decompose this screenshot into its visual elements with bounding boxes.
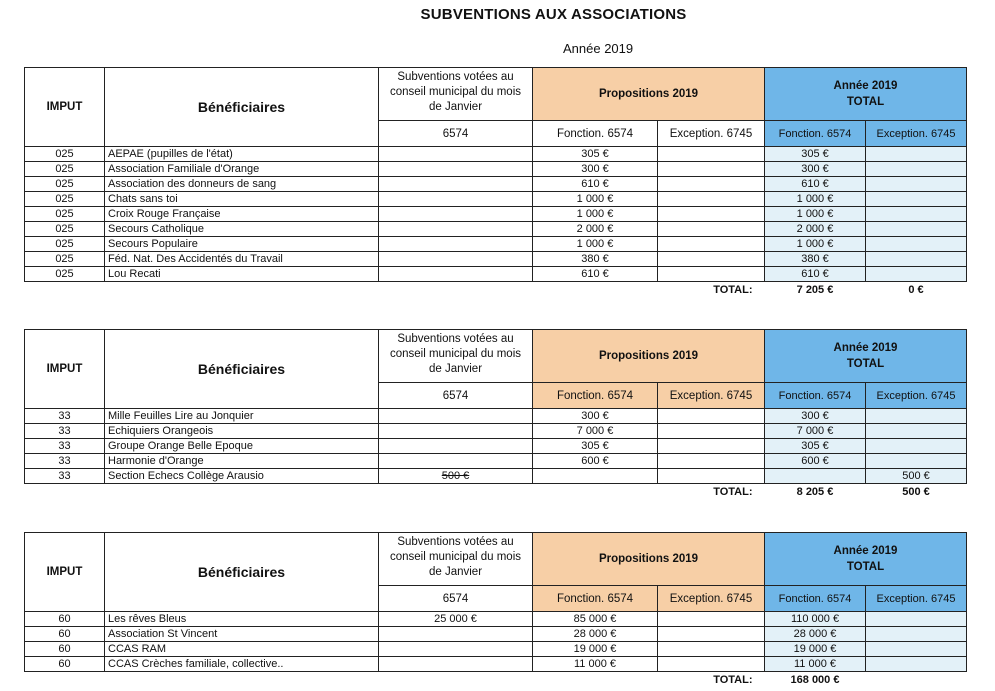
prop-fonction-header: Fonction. 6574 bbox=[533, 383, 658, 409]
annee-fonction-cell: 1 000 € bbox=[765, 207, 866, 222]
imput-cell: 025 bbox=[25, 267, 105, 282]
table-row bbox=[25, 177, 967, 192]
beneficiary-name: CCAS Crèches familiale, collective.. bbox=[105, 657, 379, 672]
imput-cell: 33 bbox=[25, 454, 105, 469]
annee-header-line2: TOTAL bbox=[846, 96, 885, 108]
prop-fonction-cell: 305 € bbox=[533, 439, 658, 454]
imput-cell: 025 bbox=[25, 147, 105, 162]
prop-exception-cell bbox=[658, 147, 765, 162]
table-row bbox=[25, 612, 967, 627]
annee-exception-cell bbox=[866, 612, 967, 627]
prop-exception-header: Exception. 6745 bbox=[658, 586, 765, 612]
imput-cell: 60 bbox=[25, 612, 105, 627]
prop-fonction-header: Fonction. 6574 bbox=[533, 586, 658, 612]
annee-fonction-cell: 7 000 € bbox=[765, 424, 866, 439]
total-spacer bbox=[25, 484, 533, 501]
subsidy-grid bbox=[24, 67, 967, 298]
imput-header: IMPUT bbox=[25, 330, 105, 409]
annee-fonction-cell: 300 € bbox=[765, 162, 866, 177]
prop-fonction-cell: 300 € bbox=[533, 162, 658, 177]
total-row bbox=[25, 484, 967, 501]
imput-cell: 33 bbox=[25, 439, 105, 454]
beneficiaires-header: Bénéficiaires bbox=[105, 68, 379, 147]
annee-total-header bbox=[765, 330, 967, 383]
prop-exception-cell bbox=[658, 627, 765, 642]
table-row bbox=[25, 642, 967, 657]
imput-cell: 025 bbox=[25, 192, 105, 207]
table-row bbox=[25, 237, 967, 252]
beneficiary-name: Section Echecs Collège Arausio bbox=[105, 469, 379, 484]
votees-cell bbox=[379, 177, 533, 192]
votees-cell bbox=[379, 192, 533, 207]
prop-fonction-cell: 300 € bbox=[533, 409, 658, 424]
table-row bbox=[25, 454, 967, 469]
votees-header: Subventions votées au conseil municipal du mois de Janvier bbox=[379, 330, 533, 383]
total-fonction: 7 205 € bbox=[796, 284, 834, 296]
total-spacer bbox=[533, 484, 658, 501]
annee-exception-cell bbox=[866, 252, 967, 267]
votees-cell bbox=[379, 222, 533, 237]
imput-cell: 33 bbox=[25, 424, 105, 439]
annee-exception-cell: 500 € bbox=[866, 469, 967, 484]
annee-header-line1: Année 2019 bbox=[833, 342, 898, 354]
imput-cell: 60 bbox=[25, 657, 105, 672]
annee-exception-cell bbox=[866, 147, 967, 162]
annee-fonction-header: Fonction. 6574 bbox=[765, 121, 866, 147]
table-row bbox=[25, 424, 967, 439]
table-row bbox=[25, 162, 967, 177]
votees-cell bbox=[379, 642, 533, 657]
votees-code-header: 6574 bbox=[379, 586, 533, 612]
prop-fonction-cell: 85 000 € bbox=[533, 612, 658, 627]
prop-fonction-header: Fonction. 6574 bbox=[533, 121, 658, 147]
votees-cell bbox=[379, 657, 533, 672]
subsidy-grid bbox=[24, 329, 967, 500]
prop-exception-cell bbox=[658, 409, 765, 424]
prop-exception-cell bbox=[658, 192, 765, 207]
beneficiaires-header: Bénéficiaires bbox=[105, 330, 379, 409]
total-row bbox=[25, 672, 967, 689]
annee-exception-cell bbox=[866, 177, 967, 192]
prop-exception-cell bbox=[658, 612, 765, 627]
annee-exception-cell bbox=[866, 207, 967, 222]
annee-total-header bbox=[765, 533, 967, 586]
prop-fonction-cell: 305 € bbox=[533, 147, 658, 162]
subsidy-grid bbox=[24, 532, 967, 688]
imput-cell: 025 bbox=[25, 222, 105, 237]
prop-exception-cell bbox=[658, 642, 765, 657]
votees-cell bbox=[379, 237, 533, 252]
subsidy-table-60 bbox=[24, 532, 966, 688]
prop-fonction-cell: 28 000 € bbox=[533, 627, 658, 642]
imput-cell: 025 bbox=[25, 237, 105, 252]
table-row bbox=[25, 267, 967, 282]
annee-header-line1: Année 2019 bbox=[833, 545, 898, 557]
total-spacer bbox=[25, 282, 533, 299]
table-row bbox=[25, 409, 967, 424]
total-exception: 500 € bbox=[902, 486, 930, 498]
annee-exception-cell bbox=[866, 657, 967, 672]
total-exception bbox=[866, 672, 967, 689]
votees-cell bbox=[379, 439, 533, 454]
votees-cell bbox=[379, 627, 533, 642]
prop-exception-header: Exception. 6745 bbox=[658, 383, 765, 409]
imput-cell: 33 bbox=[25, 409, 105, 424]
total-spacer bbox=[25, 672, 533, 689]
annee-exception-cell bbox=[866, 222, 967, 237]
year-label: Année 2019 bbox=[563, 41, 634, 56]
votees-cell bbox=[379, 147, 533, 162]
beneficiary-name: Association Familiale d'Orange bbox=[105, 162, 379, 177]
imput-header: IMPUT bbox=[25, 533, 105, 612]
votees-cell bbox=[379, 162, 533, 177]
votees-code-header: 6574 bbox=[379, 383, 533, 409]
annee-fonction-cell: 19 000 € bbox=[765, 642, 866, 657]
prop-exception-header: Exception. 6745 bbox=[658, 121, 765, 147]
total-fonction: 8 205 € bbox=[796, 486, 834, 498]
beneficiary-name: Chats sans toi bbox=[105, 192, 379, 207]
votees-cell bbox=[379, 424, 533, 439]
prop-fonction-cell: 19 000 € bbox=[533, 642, 658, 657]
beneficiary-name: Croix Rouge Française bbox=[105, 207, 379, 222]
prop-fonction-cell: 1 000 € bbox=[533, 192, 658, 207]
votees-cell bbox=[379, 267, 533, 282]
prop-exception-cell bbox=[658, 454, 765, 469]
annee-fonction-cell: 11 000 € bbox=[765, 657, 866, 672]
imput-cell: 33 bbox=[25, 469, 105, 484]
table-row bbox=[25, 627, 967, 642]
annee-exception-cell bbox=[866, 454, 967, 469]
prop-exception-cell bbox=[658, 162, 765, 177]
total-exception: 0 € bbox=[908, 284, 924, 296]
total-row bbox=[25, 282, 967, 299]
total-label: TOTAL: bbox=[713, 674, 753, 686]
beneficiary-name: Association des donneurs de sang bbox=[105, 177, 379, 192]
annee-exception-header: Exception. 6745 bbox=[866, 383, 967, 409]
prop-fonction-cell: 610 € bbox=[533, 267, 658, 282]
prop-fonction-cell: 1 000 € bbox=[533, 207, 658, 222]
annee-exception-cell bbox=[866, 409, 967, 424]
beneficiary-name: CCAS RAM bbox=[105, 642, 379, 657]
annee-header-line2: TOTAL bbox=[846, 358, 885, 370]
annee-fonction-cell: 305 € bbox=[765, 439, 866, 454]
annee-exception-cell bbox=[866, 162, 967, 177]
annee-fonction-cell: 1 000 € bbox=[765, 237, 866, 252]
votees-cell bbox=[379, 252, 533, 267]
annee-header-line1: Année 2019 bbox=[833, 80, 898, 92]
imput-cell: 025 bbox=[25, 252, 105, 267]
propositions-header: Propositions 2019 bbox=[533, 330, 765, 383]
prop-exception-cell bbox=[658, 252, 765, 267]
prop-exception-cell bbox=[658, 267, 765, 282]
total-label: TOTAL: bbox=[713, 284, 753, 296]
annee-total-header bbox=[765, 68, 967, 121]
prop-exception-cell bbox=[658, 469, 765, 484]
table-row bbox=[25, 207, 967, 222]
prop-fonction-cell: 610 € bbox=[533, 177, 658, 192]
imput-cell: 60 bbox=[25, 642, 105, 657]
beneficiary-name: Groupe Orange Belle Epoque bbox=[105, 439, 379, 454]
prop-fonction-cell: 7 000 € bbox=[533, 424, 658, 439]
annee-fonction-cell: 610 € bbox=[765, 177, 866, 192]
beneficiary-name: Echiquiers Orangeois bbox=[105, 424, 379, 439]
beneficiary-name: Secours Populaire bbox=[105, 237, 379, 252]
propositions-header: Propositions 2019 bbox=[533, 533, 765, 586]
prop-exception-cell bbox=[658, 177, 765, 192]
beneficiary-name: Lou Recati bbox=[105, 267, 379, 282]
annee-exception-header: Exception. 6745 bbox=[866, 586, 967, 612]
beneficiary-name: Secours Catholique bbox=[105, 222, 379, 237]
beneficiaires-header: Bénéficiaires bbox=[105, 533, 379, 612]
annee-exception-cell bbox=[866, 267, 967, 282]
total-label: TOTAL: bbox=[713, 486, 753, 498]
annee-exception-cell bbox=[866, 424, 967, 439]
propositions-header: Propositions 2019 bbox=[533, 68, 765, 121]
total-spacer bbox=[533, 672, 658, 689]
annee-exception-header: Exception. 6745 bbox=[866, 121, 967, 147]
annee-fonction-cell: 110 000 € bbox=[765, 612, 866, 627]
annee-fonction-header: Fonction. 6574 bbox=[765, 586, 866, 612]
imput-cell: 025 bbox=[25, 162, 105, 177]
annee-exception-cell bbox=[866, 192, 967, 207]
beneficiary-name: Harmonie d'Orange bbox=[105, 454, 379, 469]
beneficiary-name: Mille Feuilles Lire au Jonquier bbox=[105, 409, 379, 424]
annee-fonction-cell: 1 000 € bbox=[765, 192, 866, 207]
beneficiary-name: Féd. Nat. Des Accidentés du Travail bbox=[105, 252, 379, 267]
prop-exception-cell bbox=[658, 237, 765, 252]
annee-fonction-cell: 610 € bbox=[765, 267, 866, 282]
prop-exception-cell bbox=[658, 207, 765, 222]
total-spacer bbox=[533, 282, 658, 299]
table-row bbox=[25, 439, 967, 454]
votees-header: Subventions votées au conseil municipal du mois de Janvier bbox=[379, 68, 533, 121]
annee-fonction-cell: 28 000 € bbox=[765, 627, 866, 642]
votees-cell: 25 000 € bbox=[379, 612, 533, 627]
table-row bbox=[25, 147, 967, 162]
table-row bbox=[25, 657, 967, 672]
subsidy-table-025 bbox=[24, 67, 966, 298]
imput-cell: 025 bbox=[25, 207, 105, 222]
annee-exception-cell bbox=[866, 237, 967, 252]
annee-fonction-cell bbox=[765, 469, 866, 484]
votees-cell bbox=[379, 207, 533, 222]
prop-exception-cell bbox=[658, 222, 765, 237]
subsidy-table-33 bbox=[24, 329, 966, 500]
votees-cell bbox=[379, 409, 533, 424]
imput-header: IMPUT bbox=[25, 68, 105, 147]
annee-fonction-cell: 300 € bbox=[765, 409, 866, 424]
imput-cell: 025 bbox=[25, 177, 105, 192]
votees-header: Subventions votées au conseil municipal du mois de Janvier bbox=[379, 533, 533, 586]
prop-exception-cell bbox=[658, 424, 765, 439]
prop-fonction-cell: 380 € bbox=[533, 252, 658, 267]
table-row bbox=[25, 192, 967, 207]
votees-code-header: 6574 bbox=[379, 121, 533, 147]
total-fonction: 168 000 € bbox=[790, 674, 840, 686]
table-row bbox=[25, 252, 967, 267]
beneficiary-name: Association St Vincent bbox=[105, 627, 379, 642]
beneficiary-name: Les rêves Bleus bbox=[105, 612, 379, 627]
prop-fonction-cell: 2 000 € bbox=[533, 222, 658, 237]
votees-cell: 500 € bbox=[379, 469, 533, 484]
annee-header-line2: TOTAL bbox=[846, 561, 885, 573]
prop-exception-cell bbox=[658, 657, 765, 672]
prop-fonction-cell: 600 € bbox=[533, 454, 658, 469]
annee-exception-cell bbox=[866, 627, 967, 642]
annee-fonction-cell: 600 € bbox=[765, 454, 866, 469]
annee-exception-cell bbox=[866, 642, 967, 657]
prop-fonction-cell: 1 000 € bbox=[533, 237, 658, 252]
table-row bbox=[25, 222, 967, 237]
votees-cell bbox=[379, 454, 533, 469]
annee-fonction-cell: 380 € bbox=[765, 252, 866, 267]
annee-fonction-cell: 2 000 € bbox=[765, 222, 866, 237]
annee-fonction-header: Fonction. 6574 bbox=[765, 383, 866, 409]
imput-cell: 60 bbox=[25, 627, 105, 642]
prop-exception-cell bbox=[658, 439, 765, 454]
prop-fonction-cell: 11 000 € bbox=[533, 657, 658, 672]
annee-exception-cell bbox=[866, 439, 967, 454]
table-row bbox=[25, 469, 967, 484]
beneficiary-name: AEPAE (pupilles de l'état) bbox=[105, 147, 379, 162]
page-title: SUBVENTIONS AUX ASSOCIATIONS bbox=[420, 6, 687, 23]
prop-fonction-cell bbox=[533, 469, 658, 484]
annee-fonction-cell: 305 € bbox=[765, 147, 866, 162]
